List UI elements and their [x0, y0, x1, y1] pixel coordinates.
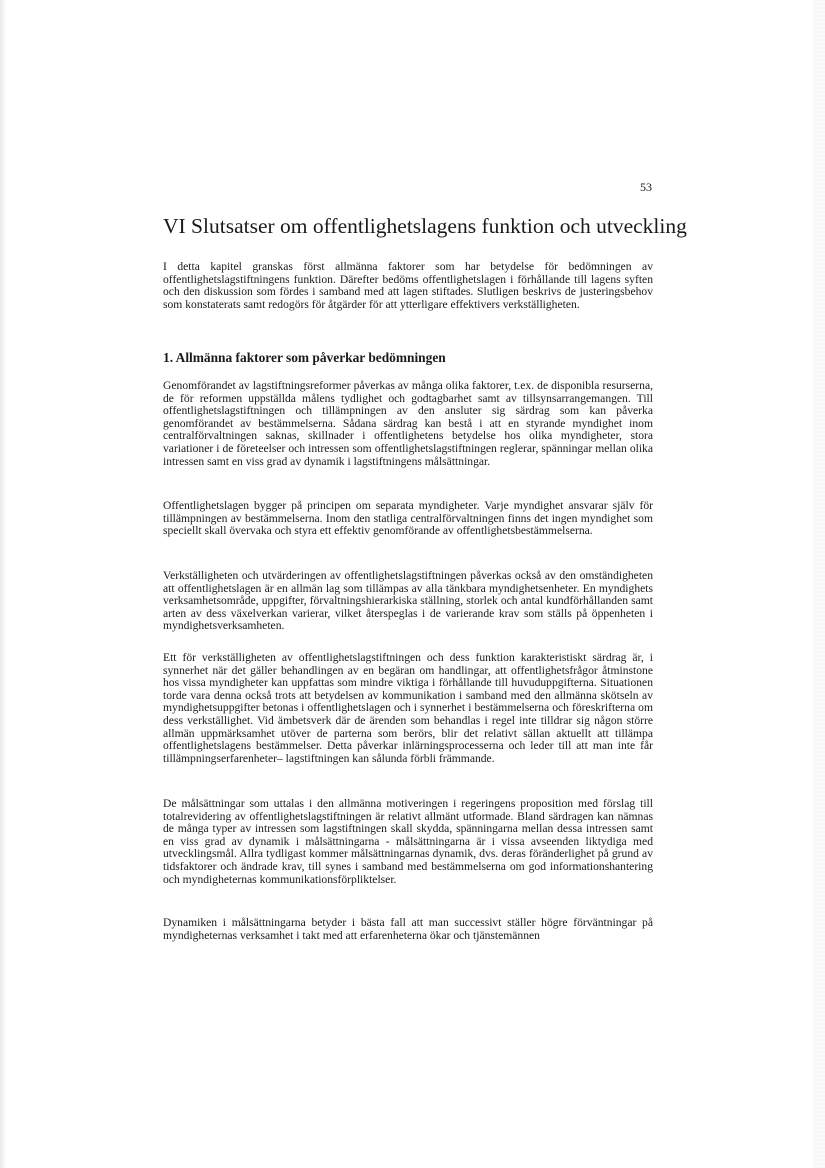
- body-paragraph-3: Verkställigheten och utvärderingen av offentlighetslagstiftningen påverkas också av den omständigheten att offentlighetslagen är en allmän lag som tillämpas av alla tänkbara myndighetsenheter. En myndighets verksamhetsområde, uppgifter, förvaltningshierarkiska ställning, storlek och antal kundförhållanden samt arten av dess växelverkan varierar, vilket återspeglas i de varierande krav som ställs på öppenheten i myndighetsverksamheten.: [163, 569, 653, 633]
- scan-edge-left: [0, 0, 6, 1168]
- body-paragraph-5: De målsättningar som uttalas i den allmänna motiveringen i regeringens proposition med förslag till totalrevidering av offentlighetslagstiftningen är relativt allmänt utformade. Bland särdragen kan nämnas de många typer av intressen som lagstiftningen skall skydda, spänningarna mellan dessa intressen samt en viss grad av dynamik i målsättningarna - målsättningarna är i vissa avseenden liktydiga med utvecklingsmål. Allra tydligast kommer målsättningarnas dynamik, dvs. deras föränderlighet på grund av tidsfaktorer och ändrade krav, till synes i samband med bestämmelserna om god informationshantering och myndigheternas kommunikationsförpliktelser.: [163, 797, 653, 886]
- page-number: 53: [640, 180, 652, 194]
- body-paragraph-6: Dynamiken i målsättningarna betyder i bästa fall att man successivt ställer högre förväntningar på myndigheternas verksamhet i takt med att erfarenheterna ökar och tjänstemännen: [163, 916, 653, 942]
- body-paragraph-1: Genomförandet av lagstiftningsreformer påverkas av många olika faktorer, t.ex. de disponibla resurserna, de för reformen uppställda målens tydlighet och godtagbarhet samt av tillsynsarrangemangen. Till offentlighetslagstiftningen och tillämpningen av den ansluter sig särdrag som kan påverka genomförandet av bestämmelserna. Sådana särdrag kan bestå i att en styrande myndighet inom centralförvaltningen saknas, skillnader i offentlighetens betydelse hos olika myndigheter, stora variationer i de företeelser och intressen som offentlighetslagstiftningen reglerar, spänningar mellan olika intressen samt en viss grad av dynamik i lagstiftningens målsättningar.: [163, 379, 653, 468]
- body-paragraph-4: Ett för verkställigheten av offentlighetslagstiftningen och dess funktion karakteristiskt särdrag är, i synnerhet när det gäller behandlingen av en begäran om handlingar, att offentlighetsfrågor åtminstone hos vissa myndigheter kan uppfattas som mindre viktiga i förhållande till huvuduppgifterna. Situationen torde vara denna också trots att betydelsen av kommunikation i samband med den allmänna skötseln av myndighetsuppgifter betonas i offentlighetslagen och i synnerhet i bestämmelserna och föreskrifterna om dess verkställighet. Vid ämbetsverk där de ärenden som behandlas i regel inte tilldrar sig någon större allmän uppmärksamhet utöver de parterna som berörs, blir det relativt sällan aktuellt att tillämpa offentlighetslagens bestämmelser. Detta påverkar inlärningsprocesserna och leder till att man inte får tillämpningserfarenheter– lagstiftningen kan sålunda förbli främmande.: [163, 651, 653, 765]
- section-heading: 1. Allmänna faktorer som påverkar bedömningen: [163, 350, 446, 365]
- intro-paragraph: I detta kapitel granskas först allmänna faktorer som har betydelse för bedömningen av offentlighetslagstiftningens funktion. Därefter bedöms offentlighetslagen i förhållande till lagens syften och den diskussion som fördes i samband med att lagen stiftades. Slutligen beskrivs de justeringsbehov som konstaterats samt redogörs för åtgärder för att ytterligare effektivers verkställigheten.: [163, 260, 653, 311]
- body-paragraph-2: Offentlighetslagen bygger på principen om separata myndigheter. Varje myndighet ansvarar själv för tillämpningen av bestämmelserna. Inom den statliga centralförvaltningen finns det ingen myndighet som speciellt skall övervaka och styra ett effektiv genomförande av offentlighetsbestämmelserna.: [163, 499, 653, 538]
- chapter-title: VI Slutsatser om offentlighetslagens funktion och utveckling: [163, 214, 687, 238]
- scan-edge-right: [813, 0, 825, 1168]
